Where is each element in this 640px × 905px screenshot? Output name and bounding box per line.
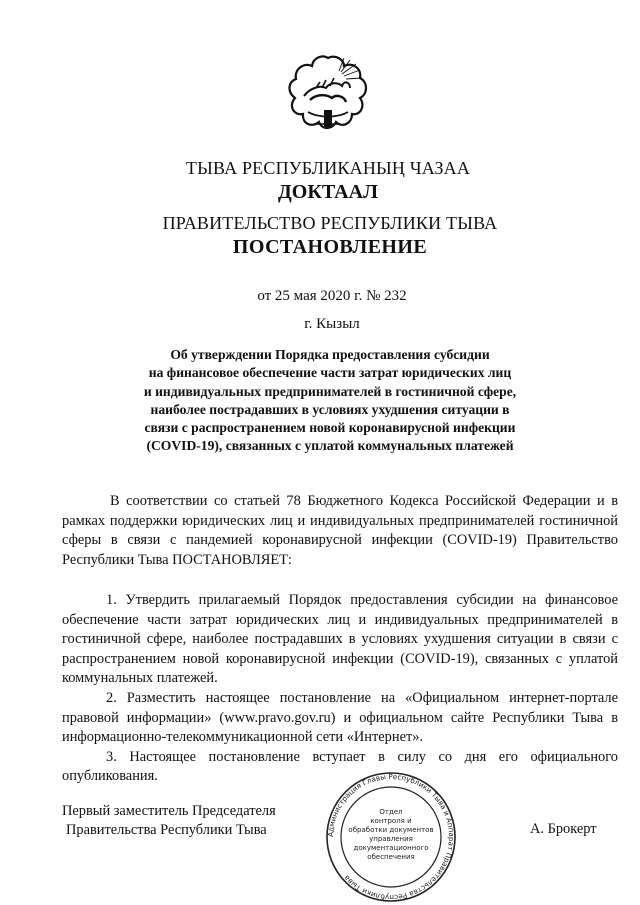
signatory-position xyxy=(62,802,276,840)
title-line: и индивидуальных предпринимателей в гостиничной сфере, xyxy=(143,383,517,399)
signatory-position-line: Первый заместитель Председателя xyxy=(62,803,276,819)
resolution-item-3: 3. Настоящее постановление вступает в силу со дня его официального опубликования. xyxy=(62,748,618,785)
document-city: г. Кызыл xyxy=(304,316,360,332)
act-type-tuvan: ДОКТААЛ xyxy=(278,181,378,203)
title-line: на финансовое обеспечение части затрат юридических лиц xyxy=(148,365,512,381)
seal-center-line: обеспечения xyxy=(367,853,415,861)
seal-center-line: Отдел xyxy=(379,808,403,816)
seal-center-line: контроля и xyxy=(370,817,412,825)
title-line: наиболее пострадавших в условиях ухудшения ситуации в xyxy=(150,401,510,417)
title-line: Об утверждении Порядка предоставления субсидии xyxy=(170,347,490,362)
seal-center-line: обработки документов xyxy=(348,826,434,834)
resolution-items xyxy=(62,591,618,787)
signatory-position-line: Правительства Республики Тыва xyxy=(66,822,267,838)
government-name-tuvan: ТЫВА РЕСПУБЛИКАНЫҢ ЧАЗАА xyxy=(185,158,471,178)
resolution-item-2: 2. Разместить настоящее постановление на «Официальном интернет-портале правовой информации» (www.pravo.gov.ru) и официальном сайте Республики Тыва в информационно-телекоммуникационной сети «Интернет». xyxy=(62,689,618,746)
seal-center-line: документационного xyxy=(353,844,429,852)
document-date-number: от 25 мая 2020 г. № 232 xyxy=(257,288,407,304)
signatory-name: А. Брокерт xyxy=(530,821,597,837)
seal-center-line: управления xyxy=(369,835,413,843)
resolution-item-1: 1. Утвердить прилагаемый Порядок предоставления субсидии на финансовое обеспечение части затрат юридических лиц и индивидуальных предпринимателей в гостиничной сфере, наиболее пострадавших в условиях ухудшения ситуации в связи с распространением новой коронавирусной инфекции (COVID-19), связанных с уплатой коммунальных платежей. xyxy=(62,592,618,687)
preamble-paragraph: В соответствии со статьей 78 Бюджетного Кодекса Российской Федерации и в рамках поддержки юридических лиц и индивидуальных предпринимателей гостиничной сферы в связи с пандемией коронавирусной инфекции (COVID-19) Правительство Республики Тыва ПОСТАНОВЛЯЕТ: xyxy=(62,493,618,568)
tuva-coat-of-arms-icon xyxy=(286,52,370,138)
act-type-russian: ПОСТАНОВЛЕНИЕ xyxy=(232,236,428,258)
seal-ring-text: Администрация Главы Республики Тыва и Аппарат Правительства Республики Тыва xyxy=(325,772,457,902)
government-name-russian: ПРАВИТЕЛЬСТВО РЕСПУБЛИКИ ТЫВА xyxy=(162,213,498,233)
document-title xyxy=(100,346,560,456)
title-line: (COVID-19), связанных с уплатой коммунальных платежей xyxy=(146,438,514,454)
title-line: связи с распространением новой коронавирусной инфекции xyxy=(144,420,516,436)
official-seal-icon xyxy=(316,772,466,902)
